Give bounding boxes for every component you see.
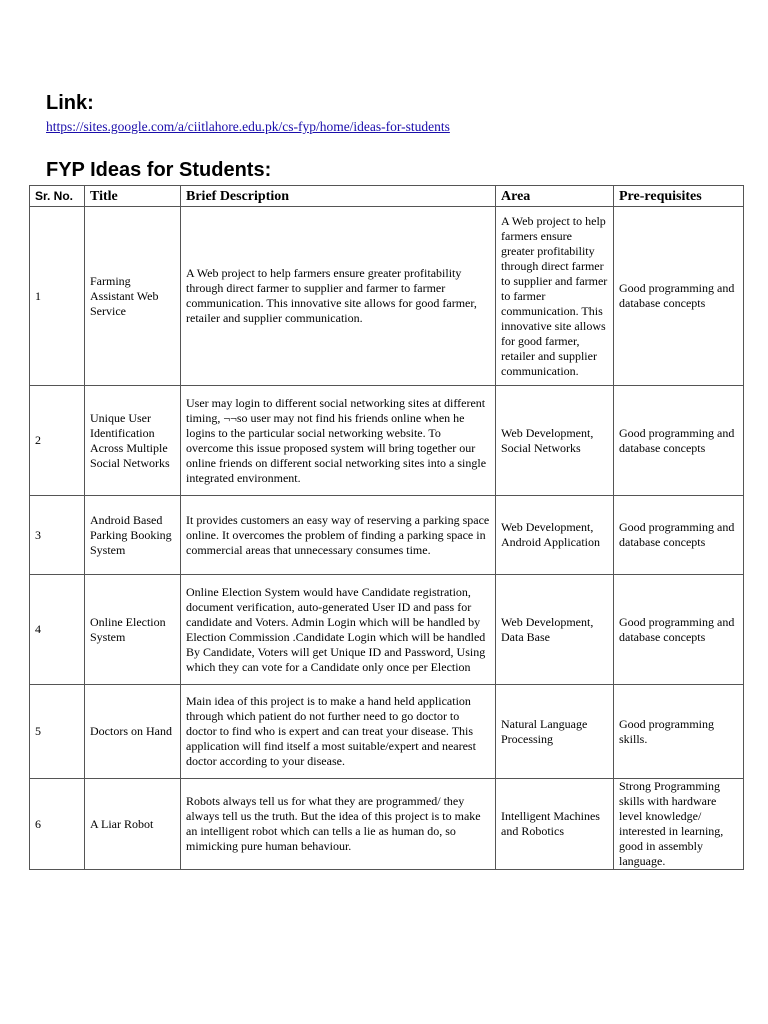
- table-row: [30, 575, 744, 685]
- cell-prerequisites: Good programming and database concepts: [614, 386, 744, 496]
- table-header-row: [30, 186, 744, 207]
- cell-area: Web Development, Android Application: [496, 496, 614, 575]
- table-row: [30, 207, 744, 386]
- cell-title: Doctors on Hand: [85, 685, 181, 779]
- ideas-link[interactable]: https://sites.google.com/a/ciitlahore.edu.pk/cs-fyp/home/ideas-for-students: [46, 119, 450, 134]
- fyp-ideas-table: [29, 185, 744, 870]
- cell-description: Robots always tell us for what they are programmed/ they always tell us the truth. But the idea of this project is to make an intelligent robot which can tells a lie as human do, so mimicking pure human behaviour.: [181, 779, 496, 870]
- cell-description: A Web project to help farmers ensure greater profitability through direct farmer to supplier and farmer to farmer communication. This innovative site allows for good farmer, retailer and supplier communication.: [181, 207, 496, 386]
- table-row: [30, 779, 744, 870]
- header-prerequisites: Pre-requisites: [614, 186, 744, 207]
- cell-sr-no: 2: [30, 386, 85, 496]
- cell-prerequisites: Good programming and database concepts: [614, 496, 744, 575]
- cell-title: Unique User Identification Across Multiple Social Networks: [85, 386, 181, 496]
- cell-area: Web Development, Social Networks: [496, 386, 614, 496]
- cell-area: A Web project to help farmers ensure greater profitability through direct farmer to supplier and farmer to farmer communication. This innovative site allows for good farmer, retailer and supplier communication.: [496, 207, 614, 386]
- cell-area: Web Development, Data Base: [496, 575, 614, 685]
- section-heading: FYP Ideas for Students:: [46, 159, 272, 181]
- cell-description: Main idea of this project is to make a hand held application through which patient do not further need to go doctor to doctor to find who is expert and can treat your disease. This application will find itself a most suitable/expert and nearest doctor according to your disease.: [181, 685, 496, 779]
- header-description: Brief Description: [181, 186, 496, 207]
- table-row: [30, 496, 744, 575]
- cell-description: User may login to different social networking sites at different timing, ¬¬so user may not find his friends online when he logins to the particular social networking website. To overcome this issue proposed system will bring together our online friends on different social networking sites into a single integrated environment.: [181, 386, 496, 496]
- cell-sr-no: 3: [30, 496, 85, 575]
- table-row: [30, 386, 744, 496]
- cell-title: Online Election System: [85, 575, 181, 685]
- cell-sr-no: 6: [30, 779, 85, 870]
- cell-prerequisites: Good programming skills.: [614, 685, 744, 779]
- cell-area: Intelligent Machines and Robotics: [496, 779, 614, 870]
- header-title: Title: [85, 186, 181, 207]
- cell-sr-no: 4: [30, 575, 85, 685]
- header-sr-no: Sr. No.: [30, 186, 85, 207]
- cell-prerequisites: Strong Programming skills with hardware level knowledge/ interested in learning, good in assembly language.: [614, 779, 744, 870]
- cell-description: It provides customers an easy way of reserving a parking space online. It overcomes the problem of finding a parking space in commercial areas that unnecessary consumes time.: [181, 496, 496, 575]
- cell-description: Online Election System would have Candidate registration, document verification, auto-generated User ID and pass for candidate and Voters. Admin Login which will be handled by Election Commission .Candidate Login which will be handled By Candidate, Voters will get Unique ID and Password, Using which they can vote for a Candidate only once per Election: [181, 575, 496, 685]
- link-heading: Link:: [46, 92, 94, 114]
- cell-title: Farming Assistant Web Service: [85, 207, 181, 386]
- cell-title: Android Based Parking Booking System: [85, 496, 181, 575]
- table-row: [30, 685, 744, 779]
- cell-prerequisites: Good programming and database concepts: [614, 575, 744, 685]
- cell-sr-no: 1: [30, 207, 85, 386]
- cell-title: A Liar Robot: [85, 779, 181, 870]
- cell-sr-no: 5: [30, 685, 85, 779]
- cell-prerequisites: Good programming and database concepts: [614, 207, 744, 386]
- header-area: Area: [496, 186, 614, 207]
- cell-area: Natural Language Processing: [496, 685, 614, 779]
